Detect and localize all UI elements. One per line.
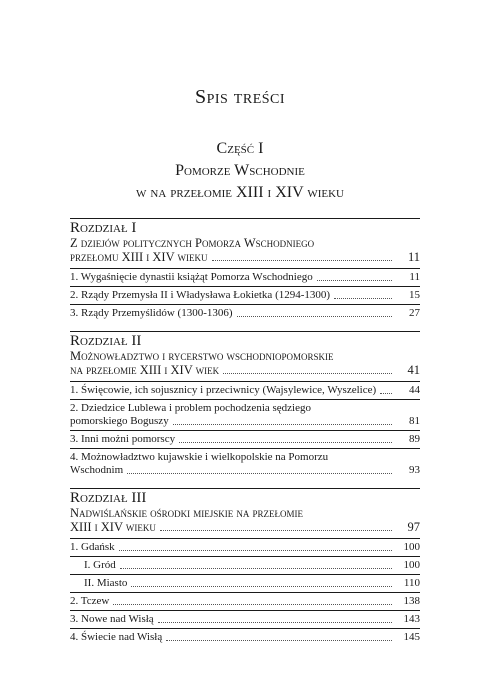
- dot-leader: [237, 316, 392, 317]
- part-title-line2: w na przełomie XIII i XIV wieku: [136, 184, 344, 201]
- toc-entry: [70, 268, 420, 286]
- chapter-title: przełomu XIII i XIV wieku: [70, 250, 208, 264]
- entry-text: 2. Tczew: [70, 595, 110, 607]
- dot-leader: [179, 442, 392, 443]
- dot-leader: [131, 586, 392, 587]
- page-number: 143: [403, 613, 420, 625]
- chapter-title: Możnowładztwo i rycerstwo wschodniopomorskie: [70, 349, 334, 363]
- chapter-title: XIII i XIV wieku: [70, 520, 156, 534]
- chapter-title-row: [70, 521, 420, 534]
- entry-row: [70, 415, 420, 428]
- entry-row: [84, 559, 420, 572]
- dot-leader: [173, 424, 392, 425]
- chapter-label: Rozdział III: [70, 488, 420, 506]
- page-number: 93: [409, 464, 420, 476]
- chapter-title-row: [70, 251, 420, 264]
- page-number: 145: [403, 631, 420, 643]
- dot-leader: [113, 604, 392, 605]
- entry-row: [70, 631, 420, 644]
- dot-leader: [119, 550, 392, 551]
- entry-text: 1. Gdańsk: [70, 541, 115, 553]
- toc-entry: [70, 574, 420, 592]
- page-number: 27: [409, 307, 420, 319]
- page-number: 97: [407, 520, 420, 534]
- entry-text: 1. Wygaśnięcie dynastii książąt Pomorza Wschodniego: [70, 271, 313, 283]
- entry-row: [70, 271, 420, 284]
- page-number: 81: [409, 415, 420, 427]
- dot-leader: [120, 568, 392, 569]
- toc-entry: [70, 381, 420, 399]
- dot-leader: [223, 373, 392, 374]
- chapter-title: Nadwiślańskie ośrodki miejskie na przełomie: [70, 506, 304, 520]
- entry-row: [70, 307, 420, 320]
- toc-entry: [70, 430, 420, 448]
- entry-text: 2. Dziedzice Lublewa i problem pochodzenia sędziego: [70, 402, 311, 414]
- page-number: 89: [409, 433, 420, 445]
- entry-row: [70, 384, 420, 397]
- entry-row: [84, 577, 420, 590]
- chapter-label: Rozdział I: [70, 218, 420, 236]
- toc-entry: [70, 628, 420, 646]
- toc-entry: [70, 592, 420, 610]
- dot-leader: [166, 640, 392, 641]
- entry-row: [70, 541, 420, 554]
- chapter-block: [70, 331, 420, 479]
- chapter-block: [70, 488, 420, 646]
- entry-text: II. Miasto: [84, 577, 128, 589]
- entry-row: [70, 289, 420, 302]
- entry-text: 4. Świecie nad Wisłą: [70, 631, 163, 643]
- page-number: 44: [409, 384, 420, 396]
- dot-leader: [317, 280, 392, 281]
- part-title-line1: Pomorze Wschodnie: [175, 162, 305, 179]
- toc-entry: [70, 448, 420, 479]
- chapter-label: Rozdział II: [70, 331, 420, 349]
- page-number: 41: [407, 363, 420, 377]
- page-number: 138: [403, 595, 420, 607]
- toc-entry: [70, 538, 420, 556]
- entry-row: [70, 613, 420, 626]
- entry-text: Wschodnim: [70, 464, 124, 476]
- page-title: Spis treści: [194, 86, 286, 108]
- page-number: 110: [403, 577, 420, 589]
- page-number: 11: [409, 271, 420, 283]
- part-label: Część I: [216, 140, 264, 157]
- chapter-title-row: [70, 364, 420, 377]
- entry-text: 3. Nowe nad Wisłą: [70, 613, 154, 625]
- page-number: 11: [407, 250, 420, 264]
- entry-text: 1. Święcowie, ich sojusznicy i przeciwnicy (Wajsylewice, Wyszelice): [70, 384, 377, 396]
- entry-text: I. Gród: [84, 559, 116, 571]
- entry-text: pomorskiego Boguszy: [70, 415, 169, 427]
- toc-entry: [70, 304, 420, 322]
- entry-row: [70, 595, 420, 608]
- toc-entry: [70, 556, 420, 574]
- entry-text: 3. Rządy Przemyślidów (1300-1306): [70, 307, 233, 319]
- dot-leader: [127, 473, 392, 474]
- entry-text: 2. Rządy Przemysła II i Władysława Łokietka (1294-1300): [70, 289, 331, 301]
- page-number: 100: [403, 559, 420, 571]
- dot-leader: [334, 298, 392, 299]
- dot-leader: [212, 260, 393, 261]
- page-number: 15: [409, 289, 420, 301]
- chapter-title: Z dziejów politycznych Pomorza Wschodniego: [70, 236, 315, 250]
- toc-entry: [70, 399, 420, 430]
- entry-text: 4. Możnowładztwo kujawskie i wielkopolskie na Pomorzu: [70, 451, 329, 463]
- chapter-block: [70, 218, 420, 322]
- page-number: 100: [403, 541, 420, 553]
- toc-entry: [70, 286, 420, 304]
- entry-row: [70, 433, 420, 446]
- part-heading: [60, 138, 420, 204]
- dot-leader: [160, 530, 392, 531]
- chapter-title: na przełomie XIII i XIV wiek: [70, 363, 220, 377]
- dot-leader: [158, 622, 392, 623]
- table-of-contents: [70, 218, 420, 646]
- entry-row: [70, 464, 420, 477]
- dot-leader: [380, 393, 392, 394]
- toc-entry: [70, 610, 420, 628]
- entry-text: 3. Inni możni pomorscy: [70, 433, 176, 445]
